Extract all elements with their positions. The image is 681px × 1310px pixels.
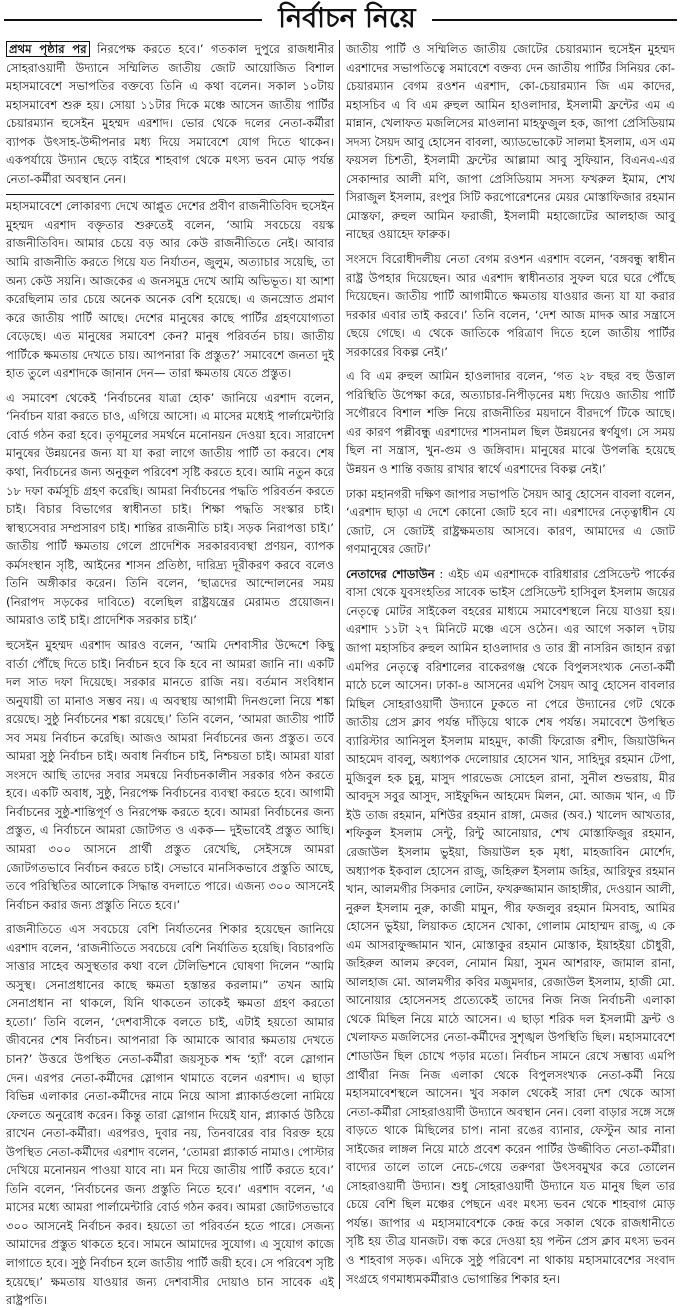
section-header [0, 0, 681, 40]
article-column-right [346, 40, 675, 1291]
paragraph [6, 40, 334, 188]
paragraph: ঢাকা মহানগরী দক্ষিণ জাপার সভাপতি সৈয়দ আবু হোসেন বাবলা বলেন, ‘এরশাদ ছাড়া এ দেশে কোনো জোট হবে না। এরশাদের নেতৃত্বাধীন যে জোট, সে জোটই রাষ্ট্রক্ষমতায় আসবে। কারণ, আমাদের এ জোট গণমানুষের জোট।’ [346, 486, 675, 557]
paragraph: সংসদে বিরোধীদলীয় নেতা বেগম রওশন এরশাদ বলেন, ‘বঙ্গবন্ধু স্বাধীন রাষ্ট্র উপহার দিয়েছেন। আর এরশাদ স্বাধীনতার সুফল ঘরে ঘরে পৌঁছে দিয়েছেন। জাতীয় পার্টি আগামীতে ক্ষমতায় যাওয়ার জন্য যা যা করার দরকার এবার তাই করবে।’ তিনি বলেন, ‘দেশ আজ মাদক আর সন্ত্রাসে ছেয়ে গেছে। এ থেকে জাতিকে পরিত্রাণ দিতে হলে জাতীয় পার্টির সরকারের বিকল্প নেই।’ [346, 252, 675, 359]
article-column-left [6, 40, 334, 1308]
paragraph: রাজনীতিতে এস সবচেয়ে বেশি নির্যাতনের শিকার হয়েছেন জানিয়ে এরশাদ বলেন, ‘রাজনীতিতে সবচেয়ে বেশি নির্যাতিত হয়েছি। বিচারপতি সাত্তার সাহেব অসুস্থতার কথা বলে টেলিভিশনে ঘোষণা দিলেন “আমি অসুস্থ। সেনাপ্রধানের কাছে ক্ষমতা হস্তান্তর করলাম।” তখন আমি সেনাপ্রধান না থাকলে, যিনি থাকতেন তাকেই ক্ষমতা গ্রহণ করতো হতো।’ তিনি বলেন, ‘দেশবাসীকে বলতে চাই, এটাই হয়তো আমার জীবনের শেষ নির্বাচন। আপনারা কি আমাকে আবার ক্ষমতায় দেখতে চান?’ উত্তরে উপস্থিত নেতা-কর্মীরা জয়সূচক শব্দ ‘হ্যাঁ’ বলে স্লোগান দেন। এরপর নেতা-কর্মীদের স্লোগান থামাতে বলেন এরশাদ। এ ছাড়া বিভিন্ন এলাকার নেতা-কর্মীদের নামে নিয়ে আসা প্ল্যাকার্ডগুলো নামিয়ে ফেলতে অনুরোধ করেন। কিন্তু তারা স্লোগান দিয়েই যান, প্ল্যাকার্ড উঠিয়ে রাখেন নেতা-কর্মীরা। এরপরও, দুবার নয়, তিনবারের বার বিরক্ত হয়ে উপস্থিত নেতা-কর্মীদের এরশাদ বলেন, ‘তোমরা প্ল্যাকার্ড নামাও। পোস্টার দেখিয়ে মনোনয়ন পাওয়া যাবে না। মন দিয়ে জাতীয় পার্টি করতে হবে।’ তিনি বলেন, ‘নির্বাচনের জন্য প্রস্তুতি নিতে হবে।’ এরশাদ বলেন, ‘এ মাসের মধ্যে আমরা পার্লামেন্টারি বোর্ড গঠন করব। আমরা জোটগতভাবে ৩০০ আসনেই নির্বাচন করব। হয়তো তা পরিবর্তন হতে পারে। সেজন্য আমাদের প্রস্তুত থাকতে হবে। সামনে আমাদের সুযোগ। এ সুযোগ কাজে লাগাতে হবে। সুষ্ঠু নির্বাচন হলে জাতীয় পার্টি জয়ী হবে। সে পরিবেশ সৃষ্টি হয়েছে।’ ক্ষমতায় যাওয়ার জন্য দেশবাসীর দোয়াও চান সাবেক এই রাষ্ট্রপতি। [6, 922, 334, 1308]
section-title: নির্বাচন নিয়ে [278, 3, 416, 34]
paragraph-text: : এইচ এম এরশাদকে বারিধারার প্রেসিডেন্ট পার্কের বাসা থেকে যুবসংহতির সাবেক ভাইস প্রেসিডেন্ট হাসিবুল ইসলাম জয়ের নেতৃত্বে মোটর সাইকেল বহরের মাধ্যমে সমাবেশস্থলে নিয়ে যাওয়া হয়। এরশাদ ১১টা ২৭ মিনিটে মঞ্চে এসে ওঠেন। এর আগে সকাল ৭টায় জাপা মহাসচিব রুহুল আমিন হাওলাদার ও তার স্ত্রী নাসরিন জাহান রত্না এমপির নেতৃত্বে বরিশালের বাকেরগঞ্জ থেকে বিপুলসংখ্যক নেতা-কর্মী মাঠে চলে আসেন। ঢাকা-৪ আসনের এমপি সৈয়দ আবু হোসেন বাবলার মিছিল সোহরাওয়ার্দী উদ্যানে ঢুকতে না পেরে উদ্যানের গেট থেকে জাতীয় প্রেস ক্লাব পর্যন্ত দাঁড়িয়ে থাকে শেষ পর্যন্ত। সমাবেশে উপস্থিত ব্যারিস্টার আনিসুল ইসলাম মাহমুদ, কাজী ফিরোজ রশীদ, জিয়াউদ্দিন আহমেদ বাবলু, অধ্যাপক দেলোয়ার হোসেন খান, সাহিদুর রহমান টেপা, মুজিবুল হক চুন্নু, মাসুদ পারভেজ সোহেল রানা, সুনীল শুভরায়, মীর আবদুস সবুর আসুদ, সাইফুদ্দিন আহমেদ মিলন, মো. আজম খান, এ টি ইউ তাজ রহমান, মশিউর রহমান রাঙ্গা, মেজর (অব.) খালেদ আখতার, শফিকুল ইসলাম সেন্টু, রিন্টু আনোয়ার, শেখ মোস্তাফিজুর রহমান, রেজাউল ইসলাম ভুইয়া, জিয়াউল হক মৃধা, মাহজাবিন মোর্শেদ, অধ্যাপক ইকবাল হোসেন রাজু, জহিরুল ইসলাম জহির, আরিফুর রহমান খান, আলমগীর সিকদার লোটন, ফখরুজ্জামান জাহাঙ্গীর, দেওয়ান আলী, নুরুল ইসলাম নুরু, কাজী মামুন, পীর ফজলুর রহমান মিসবাহ, আমির হোসেন ভুইয়া, লিয়াকত হোসেন খোকা, গোলাম মোহাম্মদ রাজু, এ কে এম আসরাফুজ্জামান খান, মোস্তাকুর রহমান মোস্তাক, ইয়াহইয়া চৌধুরী, জহিরুল আলম রুবেল, নোমান মিয়া, সুমন আশরাফ, জামাল রানা, আলহাজ মো. আলমগীর কবির মজুমদার, রেজাউল ইসলাম, হাজী মো. আনোয়ার হোসেনসহ প্রত্যেকেই তাদের নিজ নিজ নির্বাচনী এলাকা থেকে মিছিল নিয়ে মাঠে আসেন। এ ছাড়া শরিক দল ইসলামী ফ্রন্ট ও খেলাফত মজলিসের নেতা-কর্মীদের সুশৃঙ্খল উপস্থিতি ছিল। মহাসমাবেশে শোডাউন ছিল চোখে পড়ার মতো। নির্বাচন সামনে রেখে সম্ভাব্য এমপি প্রার্থীরা নিজ নিজ এলাকা থেকে বিপুলসংখ্যক নেতা-কর্মী নিয়ে মহাসমাবেশস্থলে আসেন। খুব সকাল থেকেই সারা দেশ থেকে আসা নেতা-কর্মীরা সোহরাওয়ার্দী উদ্যানে অবস্থান নেন। বেলা বাড়ার সঙ্গে সঙ্গে বাড়তে থাকে মিছিলের চাপ। নানা রঙের ব্যানার, ফেস্টুন আর নানা সাইজের লাঙ্গল নিয়ে মাঠে প্রবেশ করেন পার্টির উজ্জীবিত নেতা-কর্মীরা। বাদ্যের তালে তালে নেচে-গেয়ে তরুণরা উৎসবমুখর করে তোলেন সোহরাওয়ার্দী উদ্যান। শুধু সোহরাওয়ার্দী উদ্যানে যত মানুষ ছিল তার চেয়ে বেশি ছিল মঞ্চের পেছনে এবং মৎস্য ভবন থেকে শাহবাগ মোড় পর্যন্ত। জাপার এ মহাসমাবেশকে কেন্দ্র করে সকাল থেকে রাজধানীতে সৃষ্টি হয় তীব্র যানজট। বন্ধ করে দেওয়া হয় পল্টন প্রেস ক্লাব মৎস্য ভবন ও শাহবাগ সড়ক। এদিকে সুষ্ঠু পরিবেশ না থাকায় মহাসমাবেশের সংবাদ সংগ্রহে গণমাধ্যমকর্মীরাও ভোগান্তির শিকার হন। [346, 566, 675, 1286]
paragraph: জাতীয় পার্টি ও সম্মিলিত জাতীয় জোটের চেয়ারম্যান হুসেইন মুহম্মদ এরশাদের সভাপতিত্বে সমাবেশে বক্তব্য দেন জাতীয় পার্টির সিনিয়র কো-চেয়ারম্যান বেগম রওশন এরশাদ, কো-চেয়ারম্যান জি এম কাদের, মহাসচিব এ বি এম রুহুল আমিন হাওলাদার, ইসলামী ফ্রন্টের এম এ মান্নান, খেলাফত মজলিসের মাওলানা মাহফুজুল হক, জাপা প্রেসিডিয়াম সদস্য সৈয়দ আবু হোসেন বাবলা, অ্যাডভোকেট সালমা ইসলাম, এস এম ফয়সল চিশতী, ইসলামী ফ্রন্টের আল্লামা আবু সুফিয়ান, বিএনএ-এর সেকান্দার আলী মণি, জাপা প্রেসিডিয়াম সদস্য ফখরুল ইমাম, শেখ সিরাজুল ইসলাম, রংপুর সিটি করপোরেশনের মেয়র মোস্তাফিজার রহমান মোস্তফা, রুহুল আমিন ফরাজী, ইসলামী মহাজোটের আলহাজ আবু নাছের ওয়াহেদ ফারুক। [346, 42, 675, 242]
column-divider [339, 40, 340, 1289]
continuation-label: প্রথম পৃষ্ঠার পর [6, 41, 90, 57]
header-rule-left [4, 19, 262, 21]
paragraph [346, 565, 675, 1288]
paragraph: হুসেইন মুহম্মদ এরশাদ আরও বলেন, ‘আমি দেশবাসীর উদ্দেশে কিছু বার্তা পৌঁছে দিতে চাই। নির্বাচন হবে কি হবে না আমরা জানি না। একটি দল সাত দফা দিয়েছে। সরকার মানতে রাজি নয়। বর্তমান সংবিধান অনুযায়ী তা মানাও সম্ভব নয়। এ অবস্থায় আগামী দিনগুলো নিয়ে শঙ্কা রয়েছে। সুষ্ঠু নির্বাচনের শঙ্কা রয়েছে।’ তিনি বলেন, ‘আমরা জাতীয় পার্টি সব সময় নির্বাচন করেছি। আজও আমরা নির্বাচনের জন্য প্রস্তুত। তবে আমরা সুষ্ঠু নির্বাচন চাই। অবাধ নির্বাচন চাই, নিশ্চয়তা চাই। আমরা যারা সংসদে আছি তাদের সবার সমন্বয়ে নির্বাচনকালীন সরকার গঠন করতে হবে। একটি অবাধ, সুষ্ঠু, নিরপেক্ষ নির্বাচনের ব্যবস্থা করতে হবে। আগামী নির্বাচনের সুষ্ঠু-শান্তিপূর্ণ ও নিরপেক্ষ করতে হবে। আমরা নির্বাচনের জন্য প্রস্তুত, এ নির্বাচনে আমরা জোটগত ও একক— দুইভাবেই প্রস্তুত আছি। আমরা ৩০০ আসনে প্রার্থী প্রস্তুত রেখেছি, সেইসঙ্গে আমরা জোটগতভাবে নির্বাচন করতে চাই। সেভাবে মানসিকভাবে প্রস্তুতি আছে, তবে পরিস্থিতির আলোকে সিদ্ধান্ত বদলাতে পারে। এজন্য ৩০০ আসনেই নির্বাচন করার জন্য প্রস্তুতি নিতে হবে।’ [6, 637, 334, 912]
paragraph: মহাসমাবেশে লোকারণ্য দেখে আপ্লুত দেশের প্রবীণ রাজনীতিবিদ হুসেইন মুহম্মদ এরশাদ বক্তৃতার শুরুতেই বলেন, ‘আমি সবচেয়ে বয়স্ক রাজনীতিবিদ। আমার চেয়ে বড় আর কেউ রাজনীতিতে নেই। আবার আমি রাজনীতি করতে গিয়ে যত নির্যাতন, জুলুম, অত্যাচার সয়েছি, তা অন্য কেউ সয়নি। আজকের এ জনসমুদ্র দেখে আমি অভিভূত। যা আশা করেছিলাম তার চেয়ে অনেক অনেক বেশি হয়েছে। এ জনস্রোত প্রমাণ করে জাতীয় পার্টি আছে। দেশের মানুষের কাছে পার্টির গ্রহণযোগ্যতা বেড়েছে। এত মানুষের সমাবেশ কেন? মানুষ পরিবর্তন চায়। জাতীয় পার্টিকে ক্ষমতায় দেখতে চায়। আপনারা কি প্রস্তুত?’ সমাবেশে জনতা দুই হাত তুলে এরশাদকে জানান দেন— তারা ক্ষমতায় যেতে প্রস্তুত। [6, 194, 334, 382]
paragraph: এ বি এম রুহুল আমিন হাওলাদার বলেন, ‘গত ২৮ বছর বহু উত্তাল পরিস্থিতি উপেক্ষা করে, অত্যাচার-নিপীড়নের মধ্য দিয়েও জাতীয় পার্টি সগৌরবে বিশাল শক্তি নিয়ে রাজনীতির ময়দানে বীরদর্পে টিকে আছে। এর কারণ পল্লীবন্ধু এরশাদের শাসনামল ছিল উন্নয়নের স্বর্ণযুগ। সে সময় ছিল না সন্ত্রাস, খুন-গুম ও জঙ্গিবাদ। মানুষের মাঝে উপলব্ধি হয়েছে উন্নয়ন ও শান্তি বজায় রাখার স্বার্থে এরশাদের বিকল্প নেই।’ [346, 369, 675, 477]
header-rule-right [432, 19, 677, 21]
paragraph: এ সমাবেশ থেকেই ‘নির্বাচনের যাত্রা হোক’ জানিয়ে এরশাদ বলেন, ‘নির্বাচন যারা করতে চাও, এগিয়ে আসো। এ মাসের মধ্যেই পার্লামেন্টারি বোর্ড গঠন করা হবে। তৃণমূলের সমর্থনে মনোনয়ন দেওয়া হবে। সারাদেশ মানুষের উন্নয়নের জন্য যা যা করা লাগে জাতীয় পার্টি তা করবে। শেষ কথা, নির্বাচনের জন্য অনুকূল পরিবেশ সৃষ্টি করতে হবে। আমি নতুন করে ১৮ দফা কর্মসূচি গ্রহণ করেছি। আমরা নির্বাচনের পদ্ধতি পরিবর্তন করতে চাই। বিচার বিভাগের স্বাধীনতা চাই। শিক্ষা পদ্ধতি সংস্কার চাই। স্বাস্থ্যসেবার সম্প্রসারণ চাই। শান্তির রাজনীতি চাই। সড়ক নিরাপত্তা চাই।’ জাতীয় পার্টি ক্ষমতায় গেলে প্রাদেশিক সরকারব্যবস্থা প্রণয়ন, ব্যাপক কর্মসংস্থান সৃষ্টি, আইনের শাসন প্রতিষ্ঠা, দারিদ্র্য দূরীকরণ করবে বলেও তিনি অঙ্গীকার করেন। তিনি বলেন, ‘ছাত্রদের আন্দোলনের সময় (নিরাপদ সড়কের দাবিতে) বলেছিল রাষ্ট্রযন্ত্রের মেরামত প্রয়োজন। আমরাও তাই চাই। প্রাদেশিক সরকার চাই।’ [6, 390, 334, 628]
subhead-kicker: নেতাদের শোডাউন [346, 566, 435, 581]
paragraph-text: নিরপেক্ষ করতে হবে।’ গতকাল দুপুরে রাজধানীর সোহরাওয়ার্দী উদ্যানে সম্মিলিত জাতীয় জোট আয়োজিত বিশাল মহাসমাবেশে সভাপতির বক্তব্যে তিনি এ কথা বলেন। সকাল ১০টায় মহাসমাবেশ শুরু হয়। সোয়া ১১টার দিকে মঞ্চে আসেন জাতীয় পার্টির চেয়ারম্যান হুসেইন মুহম্মদ এরশাদ। ভোর থেকে দলের নেতা-কর্মীরা ব্যাপক উৎসাহ-উদ্দীপনার মধ্য দিয়ে সমাবেশে যোগ দিতে থাকেন। একপর্যায়ে উদ্যান ছেড়ে বাইরে শাহবাগ থেকে মৎস্য ভবন মোড় পর্যন্ত নেতা-কর্মীরা অবস্থান নেন। [6, 42, 334, 186]
